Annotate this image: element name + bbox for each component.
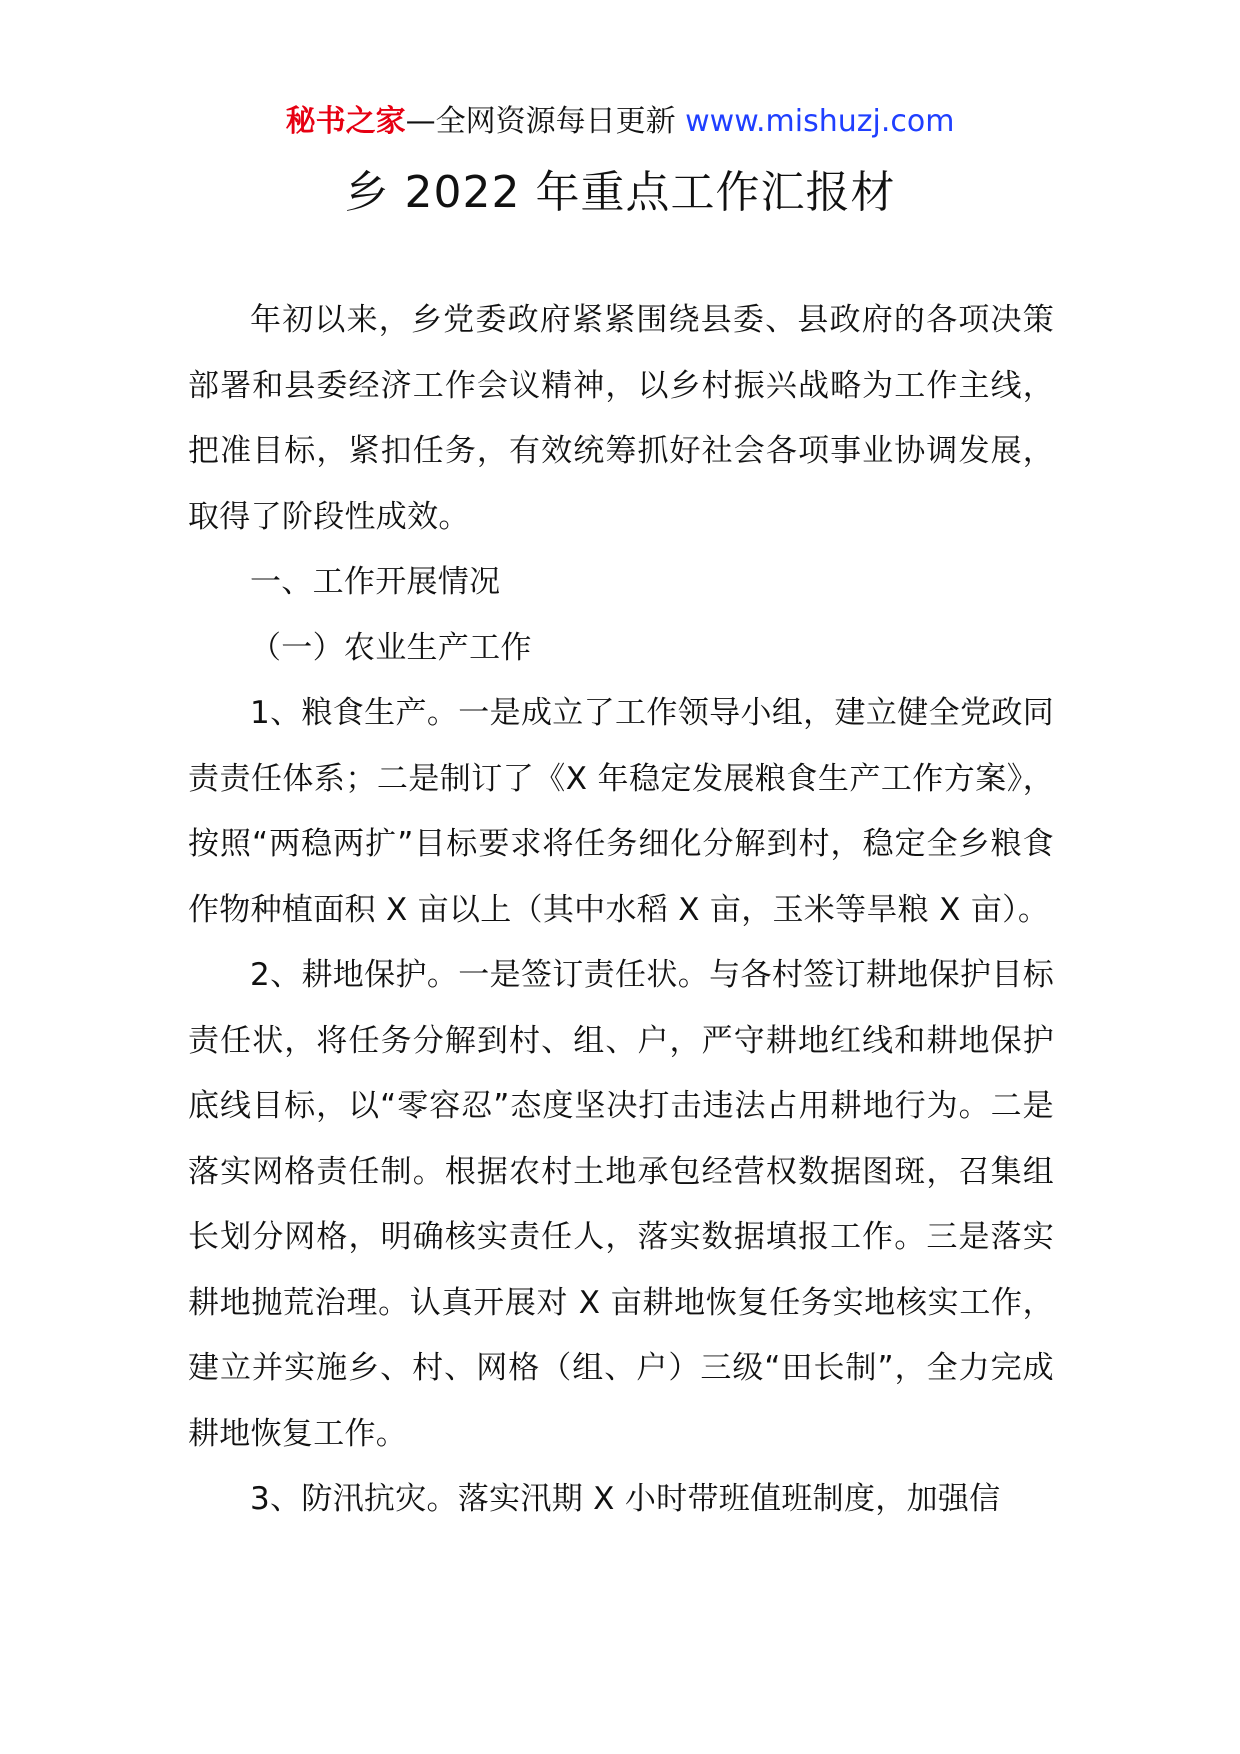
site-tagline: —全网资源每日更新 (405, 104, 676, 139)
site-url[interactable]: www.mishuzj.com (685, 104, 955, 139)
document-title: 乡 2022 年重点工作汇报材 (344, 167, 896, 218)
paragraph-intro: 年初以来，乡党委政府紧紧围绕县委、县政府的各项决策部署和县委经济工作会议精神，以乡村振兴战略为工作主线，把准目标，紧扣任务，有效统筹抓好社会各项事业协调发展，取得了阶段性成效。 (188, 302, 1054, 535)
subsection-heading: （一）农业生产工作 (250, 629, 532, 666)
paragraph-flood-control: 3、防汛抗灾。落实汛期 X 小时带班值班制度，加强信 (250, 1481, 1001, 1517)
paragraph-farmland-protection: 2、耕地保护。一是签订责任状。与各村签订耕地保护目标责任状，将任务分解到村、组、户，严守耕地红线和耕地保护底线目标，以“零容忍”态度坚决打击违法占用耕地行为。二是落实网格责任制。根据农村土地承包经营权数据图斑，召集组长划分网格，明确核实责任人，落实数据填报工作。三是落实耕地抛荒治理。认真开展对 X 亩耕地恢复任务实地核实工作，建立并实施乡、村、网格（组、户）三级“田长制”，全力完成耕地恢复工作。 (188, 957, 1054, 1452)
site-brand: 秘书之家 (285, 104, 406, 139)
section-heading: 一、工作开展情况 (250, 564, 501, 600)
document-body (188, 288, 1054, 1533)
site-header (0, 100, 1240, 144)
paragraph-grain-production: 1、粮食生产。一是成立了工作领导小组，建立健全党政同责责任体系；二是制订了《X 年稳定发展粮食生产工作方案》，按照“两稳两扩”目标要求将任务细化分解到村，稳定全乡粮食作物种植面积 X 亩以上（其中水稻 X 亩，玉米等旱粮 X 亩）。 (188, 695, 1054, 928)
